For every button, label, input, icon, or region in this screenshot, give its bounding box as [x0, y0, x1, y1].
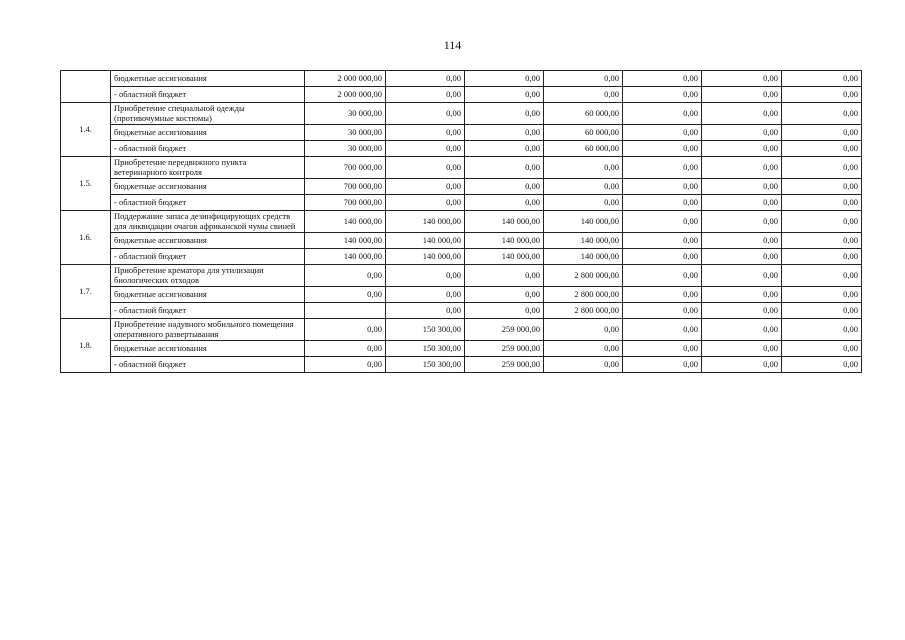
amount-cell: 0,00	[386, 265, 465, 287]
table-row	[61, 287, 862, 303]
amount-cell: 0,00	[782, 249, 862, 265]
amount-cell: 0,00	[623, 157, 702, 179]
amount-cell: 0,00	[782, 141, 862, 157]
amount-cell: 0,00	[544, 87, 623, 103]
amount-cell: 700 000,00	[305, 179, 386, 195]
amount-cell: 0,00	[702, 287, 782, 303]
amount-cell: 2 000 000,00	[305, 87, 386, 103]
amount-cell: 0,00	[465, 125, 544, 141]
table-row	[61, 341, 862, 357]
table-row	[61, 233, 862, 249]
amount-cell: 150 300,00	[386, 357, 465, 373]
amount-cell: 0,00	[782, 195, 862, 211]
table-row	[61, 357, 862, 373]
amount-cell: 0,00	[544, 157, 623, 179]
amount-cell: 700 000,00	[305, 157, 386, 179]
amount-cell: 0,00	[623, 141, 702, 157]
row-label: бюджетные ассигнования	[111, 233, 305, 249]
amount-cell: 0,00	[782, 233, 862, 249]
amount-cell: 0,00	[782, 319, 862, 341]
amount-cell	[305, 303, 386, 319]
amount-cell: 0,00	[623, 357, 702, 373]
amount-cell: 0,00	[305, 357, 386, 373]
amount-cell: 0,00	[702, 233, 782, 249]
amount-cell: 700 000,00	[305, 195, 386, 211]
amount-cell: 140 000,00	[305, 211, 386, 233]
amount-cell: 0,00	[465, 71, 544, 87]
table-row	[61, 265, 862, 287]
amount-cell: 0,00	[782, 341, 862, 357]
amount-cell: 0,00	[782, 157, 862, 179]
amount-cell: 0,00	[623, 87, 702, 103]
amount-cell: 0,00	[544, 195, 623, 211]
amount-cell: 0,00	[702, 249, 782, 265]
amount-cell: 0,00	[623, 287, 702, 303]
amount-cell: 140 000,00	[386, 211, 465, 233]
amount-cell: 0,00	[623, 71, 702, 87]
row-label: Поддержание запаса дезинфицирующих средств для ликвидации очагов африканской чумы свиней	[111, 211, 305, 233]
amount-cell: 0,00	[465, 179, 544, 195]
amount-cell: 0,00	[386, 71, 465, 87]
budget-table	[60, 70, 862, 373]
amount-cell: 140 000,00	[386, 233, 465, 249]
amount-cell: 140 000,00	[386, 249, 465, 265]
amount-cell: 0,00	[305, 287, 386, 303]
amount-cell: 2 800 000,00	[544, 287, 623, 303]
amount-cell: 0,00	[623, 179, 702, 195]
row-label: - областной бюджет	[111, 303, 305, 319]
amount-cell: 0,00	[702, 141, 782, 157]
row-label: бюджетные ассигнования	[111, 125, 305, 141]
amount-cell: 0,00	[782, 303, 862, 319]
amount-cell: 0,00	[465, 195, 544, 211]
amount-cell: 0,00	[623, 319, 702, 341]
amount-cell: 0,00	[386, 157, 465, 179]
amount-cell: 150 300,00	[386, 319, 465, 341]
row-label: - областной бюджет	[111, 195, 305, 211]
amount-cell: 0,00	[782, 103, 862, 125]
amount-cell: 140 000,00	[305, 249, 386, 265]
amount-cell: 0,00	[702, 179, 782, 195]
amount-cell: 30 000,00	[305, 141, 386, 157]
amount-cell: 0,00	[702, 157, 782, 179]
amount-cell: 140 000,00	[465, 211, 544, 233]
amount-cell: 0,00	[465, 303, 544, 319]
amount-cell: 0,00	[386, 179, 465, 195]
table-row	[61, 179, 862, 195]
amount-cell: 0,00	[544, 71, 623, 87]
amount-cell: 259 000,00	[465, 319, 544, 341]
amount-cell: 0,00	[386, 87, 465, 103]
amount-cell: 60 000,00	[544, 141, 623, 157]
row-label: бюджетные ассигнования	[111, 287, 305, 303]
row-label: - областной бюджет	[111, 357, 305, 373]
amount-cell: 0,00	[623, 195, 702, 211]
amount-cell: 0,00	[782, 125, 862, 141]
page-number: 114	[443, 38, 462, 52]
item-number: 1.8.	[61, 319, 111, 373]
amount-cell: 0,00	[544, 341, 623, 357]
amount-cell: 0,00	[782, 287, 862, 303]
amount-cell: 0,00	[702, 103, 782, 125]
table-row	[61, 195, 862, 211]
amount-cell: 0,00	[623, 303, 702, 319]
amount-cell: 0,00	[623, 249, 702, 265]
row-label: - областной бюджет	[111, 141, 305, 157]
amount-cell: 0,00	[465, 265, 544, 287]
amount-cell: 0,00	[702, 265, 782, 287]
amount-cell: 0,00	[386, 141, 465, 157]
amount-cell: 30 000,00	[305, 125, 386, 141]
amount-cell: 259 000,00	[465, 357, 544, 373]
amount-cell: 2 800 000,00	[544, 265, 623, 287]
item-number: 1.7.	[61, 265, 111, 319]
amount-cell: 0,00	[305, 265, 386, 287]
amount-cell: 0,00	[702, 195, 782, 211]
item-number: 1.4.	[61, 103, 111, 157]
table-row	[61, 125, 862, 141]
table-row	[61, 87, 862, 103]
amount-cell: 0,00	[544, 319, 623, 341]
amount-cell: 140 000,00	[465, 249, 544, 265]
amount-cell: 0,00	[305, 319, 386, 341]
amount-cell: 0,00	[782, 357, 862, 373]
row-label: бюджетные ассигнования	[111, 179, 305, 195]
amount-cell: 60 000,00	[544, 103, 623, 125]
row-label: Приобретение надувного мобильного помещения оперативного развертывания	[111, 319, 305, 341]
amount-cell: 2 000 000,00	[305, 71, 386, 87]
amount-cell: 60 000,00	[544, 125, 623, 141]
amount-cell: 0,00	[782, 265, 862, 287]
amount-cell: 0,00	[386, 287, 465, 303]
table-row	[61, 71, 862, 87]
amount-cell: 0,00	[782, 87, 862, 103]
amount-cell: 0,00	[702, 71, 782, 87]
amount-cell: 0,00	[465, 87, 544, 103]
amount-cell: 0,00	[782, 179, 862, 195]
table-row	[61, 157, 862, 179]
amount-cell: 30 000,00	[305, 103, 386, 125]
table-row	[61, 211, 862, 233]
row-label: Приобретение крематора для утилизации биологических отходов	[111, 265, 305, 287]
amount-cell: 0,00	[782, 71, 862, 87]
amount-cell: 140 000,00	[544, 211, 623, 233]
amount-cell: 0,00	[386, 103, 465, 125]
amount-cell: 140 000,00	[544, 233, 623, 249]
amount-cell: 0,00	[544, 357, 623, 373]
amount-cell: 0,00	[702, 125, 782, 141]
row-label: бюджетные ассигнования	[111, 71, 305, 87]
item-number: 1.6.	[61, 211, 111, 265]
amount-cell: 0,00	[465, 103, 544, 125]
amount-cell: 0,00	[544, 179, 623, 195]
table-row	[61, 103, 862, 125]
amount-cell: 0,00	[623, 341, 702, 357]
item-number	[61, 71, 111, 103]
amount-cell: 0,00	[386, 303, 465, 319]
row-label: Приобретение специальной одежды (противочумные костюмы)	[111, 103, 305, 125]
amount-cell: 0,00	[782, 211, 862, 233]
amount-cell: 0,00	[623, 265, 702, 287]
amount-cell: 0,00	[702, 303, 782, 319]
amount-cell: 0,00	[465, 157, 544, 179]
amount-cell: 0,00	[702, 87, 782, 103]
table-row	[61, 249, 862, 265]
amount-cell: 0,00	[623, 233, 702, 249]
amount-cell: 0,00	[623, 103, 702, 125]
amount-cell: 0,00	[623, 211, 702, 233]
amount-cell: 0,00	[702, 357, 782, 373]
amount-cell: 0,00	[702, 319, 782, 341]
table-row	[61, 141, 862, 157]
table-row	[61, 303, 862, 319]
amount-cell: 259 000,00	[465, 341, 544, 357]
row-label: Приобретение передвижного пункта ветеринарного контроля	[111, 157, 305, 179]
row-label: - областной бюджет	[111, 87, 305, 103]
table-row	[61, 319, 862, 341]
amount-cell: 0,00	[702, 211, 782, 233]
row-label: - областной бюджет	[111, 249, 305, 265]
amount-cell: 0,00	[305, 341, 386, 357]
amount-cell: 140 000,00	[544, 249, 623, 265]
amount-cell: 140 000,00	[305, 233, 386, 249]
amount-cell: 140 000,00	[465, 233, 544, 249]
row-label: бюджетные ассигнования	[111, 341, 305, 357]
amount-cell: 0,00	[465, 141, 544, 157]
amount-cell: 0,00	[702, 341, 782, 357]
amount-cell: 0,00	[386, 125, 465, 141]
budget-table-body	[61, 71, 862, 373]
amount-cell: 0,00	[386, 195, 465, 211]
amount-cell: 150 300,00	[386, 341, 465, 357]
item-number: 1.5.	[61, 157, 111, 211]
amount-cell: 0,00	[465, 287, 544, 303]
amount-cell: 2 800 000,00	[544, 303, 623, 319]
amount-cell: 0,00	[623, 125, 702, 141]
